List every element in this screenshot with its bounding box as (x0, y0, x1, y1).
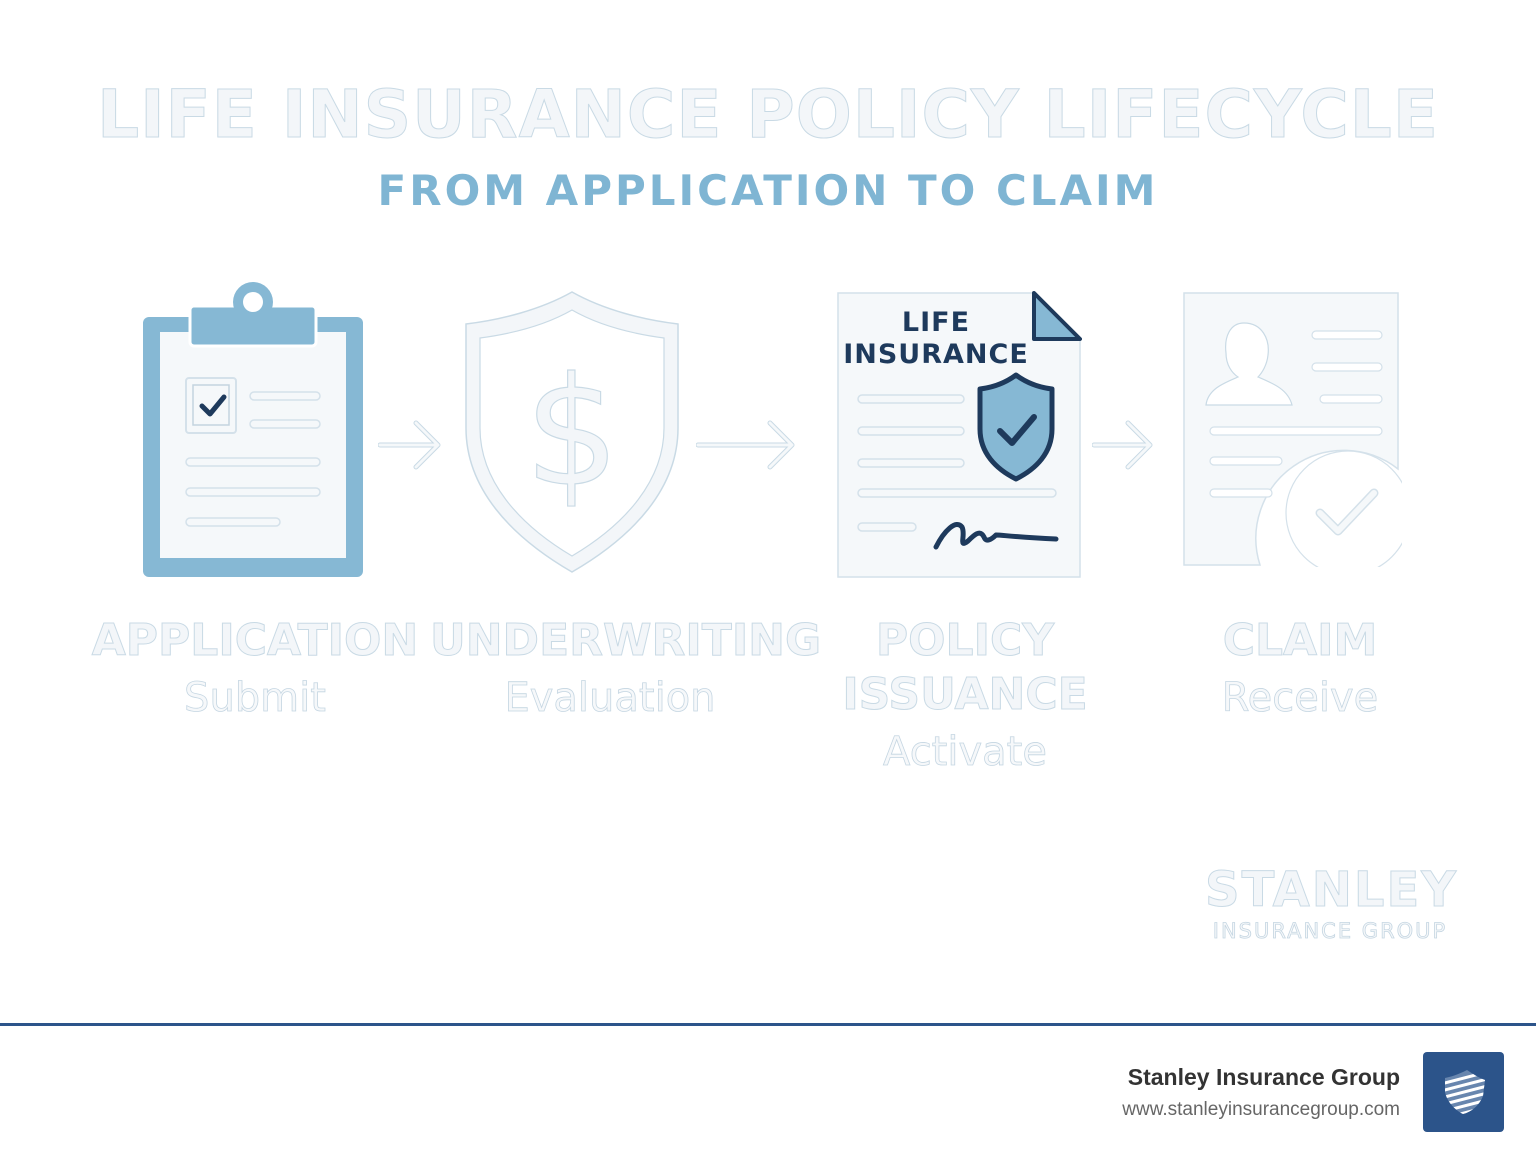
document-title-line1: LIFE (901, 307, 971, 338)
watermark-name: STANLEY (1205, 862, 1459, 918)
diagram-title: LIFE INSURANCE POLICY LIFECYCLE (97, 76, 1439, 153)
shield-check-icon (980, 375, 1052, 479)
document-title-line2: INSURANCE (843, 339, 1029, 370)
stage-underwriting (430, 614, 822, 728)
stage-subtitle: Receive (1221, 675, 1379, 721)
arrow-right-icon (696, 418, 798, 472)
stage-title: UNDERWRITING (430, 615, 822, 666)
footer-logo (1423, 1052, 1504, 1132)
stage-application (90, 614, 420, 728)
footer-company-name: Stanley Insurance Group (1127, 1064, 1400, 1090)
footer-url-link[interactable]: www.stanleyinsurancegroup.com (1122, 1099, 1400, 1120)
shield-logo-icon (1441, 1068, 1487, 1116)
claim-document-icon (1182, 291, 1402, 567)
diagram-subtitle: FROM APPLICATION TO CLAIM (377, 166, 1159, 215)
stage-policy-issuance (815, 614, 1115, 782)
stage-claim (1160, 614, 1440, 728)
stage-subtitle: Evaluation (504, 675, 716, 721)
stage-subtitle: Activate (883, 729, 1047, 775)
shield-dollar-icon (460, 288, 684, 578)
stage-subtitle: Submit (184, 675, 326, 721)
stage-title-line2: ISSUANCE (842, 669, 1088, 720)
arrow-right-icon (1092, 418, 1156, 472)
stage-title-line1: POLICY (875, 615, 1055, 666)
stage-title: APPLICATION (91, 615, 419, 666)
arrow-right-icon (378, 418, 444, 472)
watermark-logo (1205, 862, 1459, 944)
stage-title: CLAIM (1222, 615, 1378, 666)
footer-divider (0, 1023, 1536, 1026)
policy-document-icon (836, 291, 1082, 579)
clipboard-check-icon (140, 282, 366, 582)
watermark-tagline: INSURANCE GROUP (1212, 919, 1448, 943)
svg-text:$: $ (524, 346, 620, 520)
